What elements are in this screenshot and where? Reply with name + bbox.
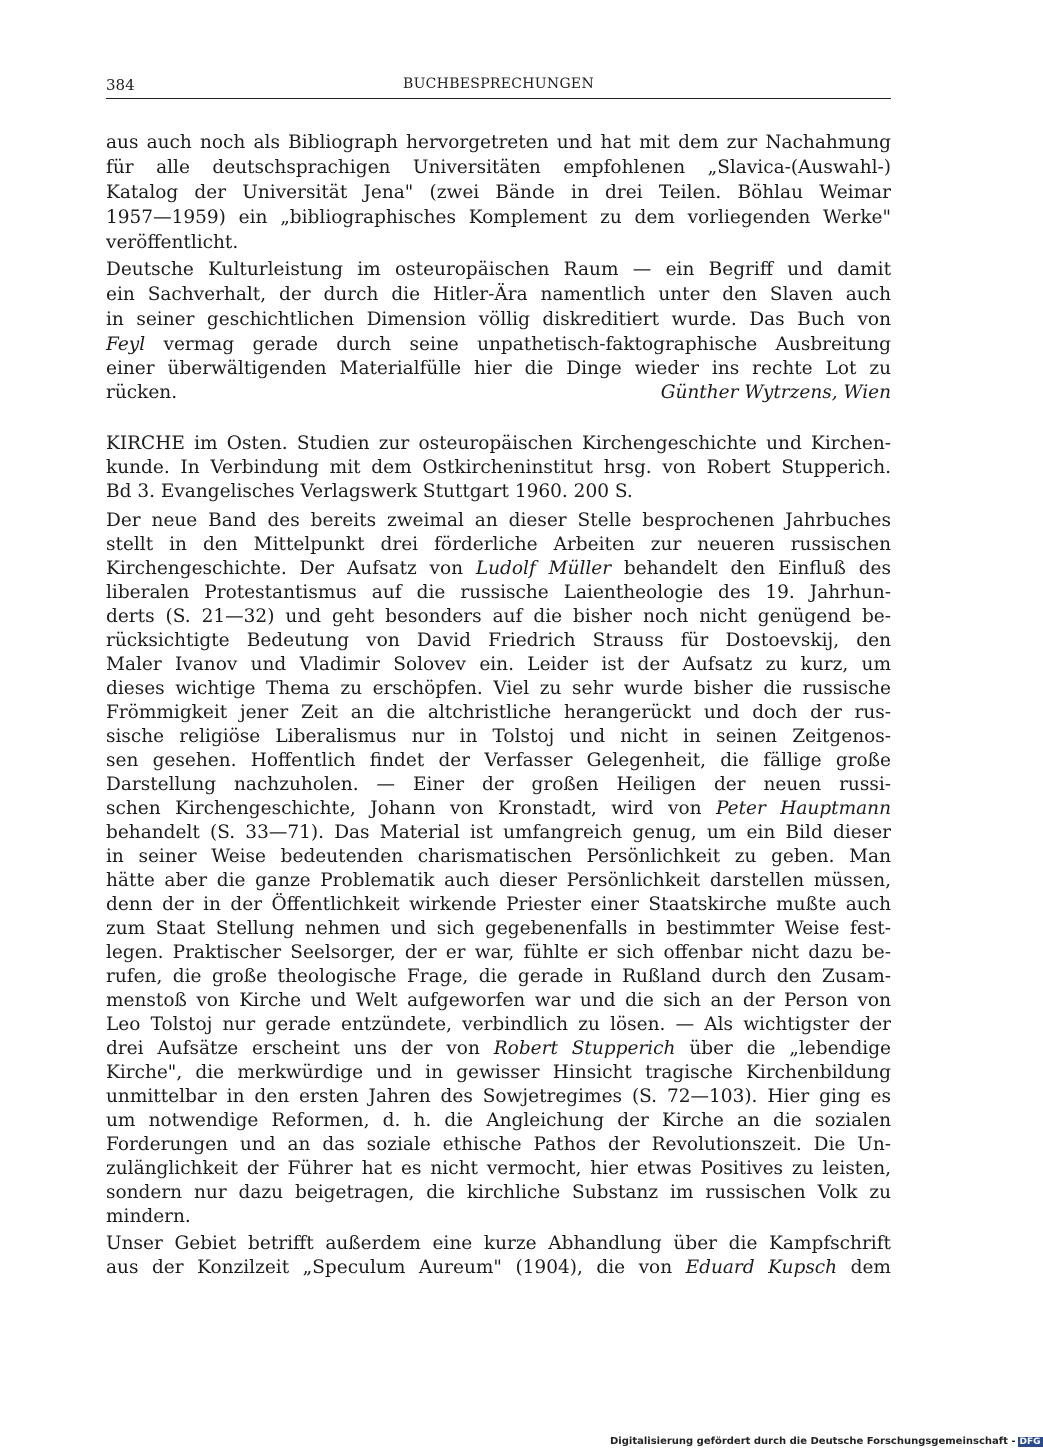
citation-line: Bd 3. Evangelisches Verlagswerk Stuttgart 1960. 200 S. <box>106 481 633 502</box>
running-header <box>106 76 891 99</box>
text-line: Der neue Band des bereits zweimal an dieser Stelle besprochenen Jahrbuches <box>106 510 891 531</box>
citation-line: kunde. In Verbindung mit dem Ostkircheninstitut hrsg. von Robert Stupperich. <box>106 457 891 478</box>
text-line: veröffentlicht. <box>106 232 239 253</box>
text-line: legen. Praktischer Seelsorger, der er war, fühlte er sich offenbar nicht dazu be- <box>106 942 891 963</box>
text-line: dieses wichtige Thema zu erschöpfen. Viel zu sehr wurde bisher die russische <box>106 678 891 699</box>
text-line: rücken. <box>106 382 178 403</box>
text-line: Deutsche Kulturleistung im osteuropäischen Raum — ein Begriff und damit <box>106 259 891 280</box>
text-line: liberalen Protestantismus auf die russische Laientheologie des 19. Jahrhun- <box>106 582 891 603</box>
text-line: drei Aufsätze erscheint uns der von Robert Stupperich über die „lebendige <box>106 1038 892 1059</box>
text-line: Kirchengeschichte. Der Aufsatz von Ludolf Müller behandelt den Einfluß des <box>106 558 891 579</box>
text-line: aus der Konzilzeit „Speculum Aureum" (1904), die von Eduard Kupsch dem <box>106 1257 891 1278</box>
text-line: zum Staat Stellung nehmen und sich gegebenenfalls in bestimmter Weise fest- <box>106 918 891 939</box>
text-line: unmittelbar in den ersten Jahren des Sowjetregimes (S. 72—103). Hier ging es <box>106 1086 891 1107</box>
text-line: einer überwältigenden Materialfülle hier die Dinge wieder ins rechte Lot zu <box>106 358 891 379</box>
text-line: Feyl vermag gerade durch seine unpathetisch-faktographische Ausbreitung <box>106 334 891 355</box>
text-line: sondern nur dazu beigetragen, die kirchliche Substanz im russischen Volk zu <box>106 1182 891 1203</box>
text-line: Maler Ivanov und Vladimir Solovev ein. Leider ist der Aufsatz zu kurz, um <box>106 654 891 675</box>
text-line: 1957—1959) ein „bibliographisches Komplement zu dem vorliegenden Werke" <box>106 207 891 228</box>
text-line: in seiner geschichtlichen Dimension völlig diskreditiert wurde. Das Buch von <box>106 309 891 330</box>
text-line: rufen, die große theologische Frage, die gerade in Rußland durch den Zusam- <box>106 966 891 987</box>
text-line: ein Sachverhalt, der durch die Hitler-Ära namentlich unter den Slaven auch <box>106 284 891 305</box>
text-line: hätte aber die ganze Problematik auch dieser Persönlichkeit darstellen müssen, <box>106 870 891 891</box>
text-line: für alle deutschsprachigen Universitäten empfohlenen „Slavica-(Auswahl-) <box>106 157 891 178</box>
digitization-footer: Digitalisierung gefördert durch die Deutsche Forschungsgemeinschaft - DFG <box>610 1436 1041 1447</box>
text-line: menstoß von Kirche und Welt aufgeworfen war und die sich an der Person von <box>106 990 891 1011</box>
reviewer-signature: Günther Wytrzens, Wien <box>660 382 891 403</box>
text-line: sen gesehen. Hoffentlich findet der Verfasser Gelegenheit, die fällige große <box>106 750 891 771</box>
running-title: BUCHBESPRECHUNGEN <box>402 76 594 92</box>
page-number: 384 <box>106 76 135 94</box>
text-line: derts (S. 21—32) und geht besonders auf die bisher noch nicht genügend be- <box>106 606 891 627</box>
text-line: Forderungen und an das soziale ethische Pathos der Revolutionszeit. Die Un- <box>106 1134 891 1155</box>
text-line: Leo Tolstoj nur gerade entzündete, verbindlich zu lösen. — Als wichtigster der <box>106 1014 891 1035</box>
author-name: Feyl <box>106 334 146 355</box>
text-line: zulänglichkeit der Führer hat es nicht vermocht, hier etwas Positives zu leisten, <box>106 1158 891 1179</box>
text-line: um notwendige Reformen, d. h. die Angleichung der Kirche an die sozialen <box>106 1110 891 1131</box>
text-line: schen Kirchengeschichte, Johann von Kronstadt, wird von Peter Hauptmann <box>106 798 891 819</box>
author-name: Ludolf Müller <box>475 558 612 579</box>
text-line: Frömmigkeit jener Zeit an die altchristliche herangerückt und doch der rus- <box>106 702 891 723</box>
text-line: behandelt (S. 33—71). Das Material ist umfangreich genug, um ein Bild dieser <box>106 822 891 843</box>
dfg-logo: DFG <box>1019 1437 1041 1447</box>
author-name: Eduard Kupsch <box>685 1257 838 1278</box>
text-line: Katalog der Universität Jena" (zwei Bände in drei Teilen. Böhlau Weimar <box>106 182 891 203</box>
text-line: aus auch noch als Bibliograph hervorgetreten und hat mit dem zur Nachahmung <box>106 132 891 153</box>
text-line: sische religiöse Liberalismus nur in Tolstoj und nicht in seinen Zeitgenos- <box>106 726 891 747</box>
author-name: Robert Stupperich <box>493 1038 676 1059</box>
text-line: Unser Gebiet betrifft außerdem eine kurze Abhandlung über die Kampfschrift <box>106 1233 891 1254</box>
text-line: in seiner Weise bedeutenden charismatischen Persönlichkeit zu geben. Man <box>106 846 891 867</box>
text-line: stellt in den Mittelpunkt drei förderliche Arbeiten zur neueren russischen <box>106 534 891 555</box>
text-line: rücksichtigte Bedeutung von David Friedrich Strauss für Dostoevskij, den <box>106 630 891 651</box>
author-name: Peter Hauptmann <box>716 798 891 819</box>
text-line: Kirche", die merkwürdige und in gewisser Hinsicht tragische Kirchenbildung <box>106 1062 891 1083</box>
text-line: Darstellung nachzuholen. — Einer der großen Heiligen der neuen russi- <box>106 774 891 795</box>
text-line: mindern. <box>106 1206 191 1227</box>
text-line: denn der in der Öffentlichkeit wirkende Priester einer Staatskirche mußte auch <box>106 894 891 915</box>
citation-line: KIRCHE im Osten. Studien zur osteuropäischen Kirchengeschichte und Kirchen- <box>106 433 891 454</box>
